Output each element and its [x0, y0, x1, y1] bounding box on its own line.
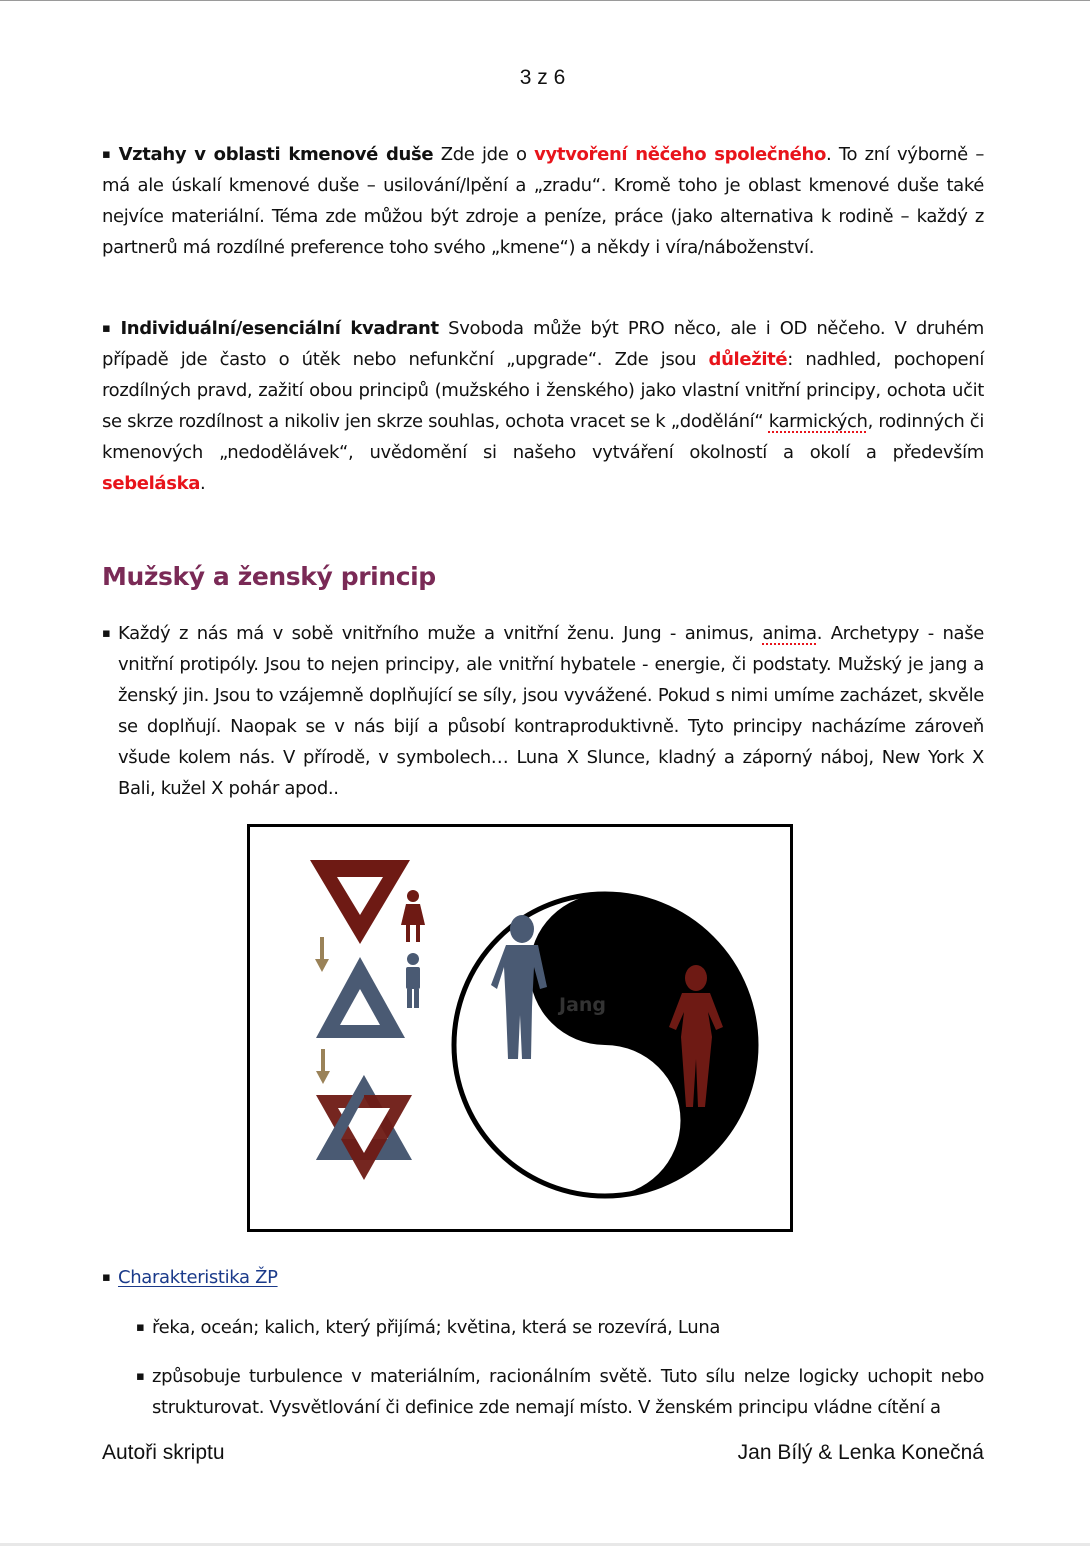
- highlight-text: vytvoření něčeho společného: [534, 144, 827, 165]
- list-item: [136, 1361, 984, 1423]
- yin-yang-figure: [247, 824, 793, 1232]
- bullet-marker: ▪: [136, 1320, 145, 1335]
- text-run: Svoboda může být PRO něco, ale i OD něčeho. V druhém případě jde často o útěk nebo nefunkční „upgrade“. Zde jsou: [102, 318, 984, 370]
- characteristics-link[interactable]: Charakteristika ŽP: [118, 1267, 278, 1288]
- text-run: způsobuje turbulence v materiálním, racionálním světě. Tuto sílu nelze logicky uchopit nebo strukturovat. Vysvětlování či definice zde nemají místo. V ženském principu vládne cítění a: [152, 1366, 984, 1418]
- upward-triangle-icon: [316, 957, 405, 1038]
- woman-icon: [401, 890, 425, 942]
- list-item: [102, 1262, 984, 1293]
- section-heading: Mužský a ženský princip: [102, 562, 436, 591]
- text-run: : nadhled, pochopení rozdílných pravd, zažití obou principů (mužského i ženského) jako vlastní vnitřní principy, ochota učit se skrze rozdílnost a nikoliv jen skrze souhlas, ochota vracet se k „dodělání“: [102, 349, 984, 432]
- bullet-marker: ▪: [102, 147, 113, 162]
- label-jin: Jin: [645, 1113, 673, 1135]
- list-item: [136, 1312, 984, 1343]
- arrow-down-icon: [316, 1049, 330, 1084]
- bullet-marker: ▪: [102, 626, 111, 641]
- spellcheck-word[interactable]: anima: [762, 623, 817, 644]
- page-top-edge: [0, 0, 1090, 1]
- text-run: .: [200, 473, 206, 494]
- bullet-list: [102, 1262, 984, 1293]
- paragraph-title: Individuální/esenciální kvadrant: [120, 318, 439, 339]
- bullet-marker: ▪: [102, 1270, 111, 1285]
- highlight-text: sebeláska: [102, 473, 201, 494]
- bullet-marker: ▪: [102, 321, 115, 336]
- sub-bullet-list: [136, 1361, 984, 1423]
- paragraph-individual-quadrant: [102, 313, 984, 499]
- paragraph-title: Vztahy v oblasti kmenové duše: [118, 144, 434, 165]
- bullet-list: [102, 618, 984, 804]
- text-run: Každý z nás má v sobě vnitřního muže a vnitřní ženu. Jung - animus,: [118, 623, 763, 644]
- man-icon: [406, 953, 420, 1008]
- figure-illustration: [250, 827, 790, 1229]
- spellcheck-word[interactable]: karmických: [768, 411, 868, 432]
- sub-bullet-list: [136, 1312, 984, 1343]
- footer-left: Autoři skriptu: [102, 1441, 225, 1464]
- text-run: . Archetypy - naše vnitřní protipóly. Jsou to nejen principy, ale vnitřní hybatele - energie, či podstaty. Mužský je jang a ženský jin. Jsou to vzájemně doplňující se síly, jsou vyvážené. Pokud s nimi umíme zacházet, skvěle se doplňují. Naopak se v nás bijí a působí kontraproduktivně. Tyto principy nacházíme zároveň všude kolem nás. V přírodě, v symbolech… Luna X Slunce, kladný a záporný náboj, New York X Bali, kužel X pohár apod..: [118, 623, 984, 799]
- list-item: [102, 618, 984, 804]
- text-run: Zde jde o: [433, 144, 535, 165]
- text-run: . To zní výborně – má ale úskalí kmenové duše – usilování/lpění a „zradu“. Kromě toho je oblast kmenové duše také nejvíce materiální. Téma zde můžou být zdroje a peníze, práce (jako alternativa k rodině – každý z partnerů má rozdílné preference toho svého „kmene“) a někdy i víra/náboženství.: [102, 144, 984, 258]
- paragraph-tribal-soul: [102, 139, 984, 263]
- text-run: , rodinných či kmenových „nedodělávek“, uvědomění si našeho vytváření okolností a okolí a především: [102, 411, 984, 463]
- label-jang: Jang: [559, 994, 607, 1016]
- text-run: řeka, oceán; kalich, který přijímá; květina, která se rozevírá, Luna: [152, 1317, 721, 1338]
- page-indicator: 3 z 6: [519, 66, 566, 89]
- highlight-text: důležité: [708, 349, 788, 370]
- bullet-marker: ▪: [136, 1369, 145, 1384]
- hexagram-icon: [316, 1075, 412, 1180]
- arrow-down-icon: [315, 937, 329, 972]
- downward-triangle-icon: [310, 860, 410, 944]
- footer-right: Jan Bílý & Lenka Konečná: [737, 1441, 984, 1464]
